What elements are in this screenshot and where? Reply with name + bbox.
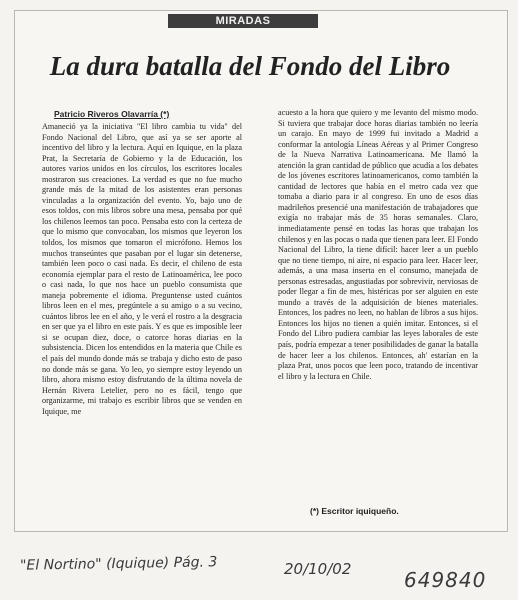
article-body-right: acuesto a la hora que quiero y me levanto del mismo modo. Si tuviera que trabajar doce horas diarias también no leería un carajo. En mayo de 1999 fui invitado a Madrid a conformar la antología Líneas Aéreas y al Primer Congreso de la Nueva Narrativa Latinoamericana. Me llamó la atención la gran cantidad de público que acudía a los debates de los jóvenes escritores latinoamericanos, como también la cantidad de lectores que había en el metro cada vez que tomaba a diario para ir al congreso. En uno de esos días madrileños presencié una manifestación de trabajadores que exigía no trabajar más de 35 horas semanales. Claro, inmediatamente pensé en todas las horas que trabajan los chilenos y en las pocas o nada que tienen para leer. El Fondo Nacional del Libro, la tiene difícil: hacer leer a un pueblo que no tiene tiempo, ni aire, ni espacio para leer. Hacer leer, además, a una masa inserta en el consumo, manejada de personas estresadas, angustiadas por sobrevivir, nerviosas de poder llegar a fin de mes, histéricas por ser alguien en este mundo a través de la adquisición de bienes materiales. Entonces, los padres no leen, no hablan de libros a sus hijos. Entonces los hijos no tienen a quién imitar. Entonces, si el Fondo del Libro pudiera cambiar las leyes laborales de este país, podría empezar a tener posibilidades de ganar la batalla de hacer leer a los chilenos. Entonces, ah' estarían en la plaza Prat, unos pocos que leen poco, tratando de incentivar el libro y la lectura en Chile. (278, 108, 478, 381)
section-label: MIRADAS (168, 14, 318, 28)
article-column-right (278, 108, 478, 382)
handwritten-source-note: "El Nortino" (Iquique) Pág. 3 (19, 554, 218, 574)
article-column-left (42, 108, 242, 417)
handwritten-code: 649840 (404, 568, 487, 592)
author-note: (*) Escritor iquiqueño. (310, 506, 399, 516)
article-byline: Patricio Riveros Olavarría (*) (54, 109, 170, 119)
article-body-left: Amaneció ya la iniciativa "El libro cambia tu vida" del Fondo Nacional del Libro, que así ya se ser aporte al incentivo del libro y la lectura. Aquí en Iquique, en la plaza Prat, la Secretaría de Gobierno y la de Educación, los autores varios unidos en los círculos, los escritores locales mostraron sus creaciones. La verdad es que no fue mucho grande más de la mitad de los asistentes eran personas vinculadas a la organización del evento. Yo, bajo uno de esos toldos, con mis libros sobre una mesa, pensaba por qué los chilenos leemos tan poco. Pensaba esto con la certeza de que lo mismo que convocaban, los mismos que leyeron los toldos, los mismos que tomaron el micrófono. Hemos los muchos transeúntes que pasaban por el lugar sin detenerse, también leen poco o casi nada. Es decir, el chileno de esta economía ejemplar para el resto de Latinoamérica, lee poco o casi nada, lo que nos hace un pueblo consumista que maneja pobremente el idioma. Preguntense usted cuántos libros leen en el mes, pregúntele a su amigo o a su vecino, cuántos libros lee en el año, y le verá el rostro a la desgracia en ser que ya el libro en este país. Y es que es imposible leer si se ocupan diez, doce, o catorce horas diarias en la subsistencia. Dicen los entendidos en la materia que Chile es el país del mundo donde más se trabaja y dicho esto de paso no donde más se gana. Yo leo, yo siempre estoy leyendo un libro, ahora mismo estoy disfrutando de la última novela de Hernán Rivera Letelier, pero no es fácil, tengo que organizarme, mi trabajo es escribir libros que se venden en Iquique, me (42, 122, 242, 416)
article-headline: La dura batalla del Fondo del Libro (49, 51, 451, 81)
handwritten-date: 20/10/02 (284, 560, 352, 578)
